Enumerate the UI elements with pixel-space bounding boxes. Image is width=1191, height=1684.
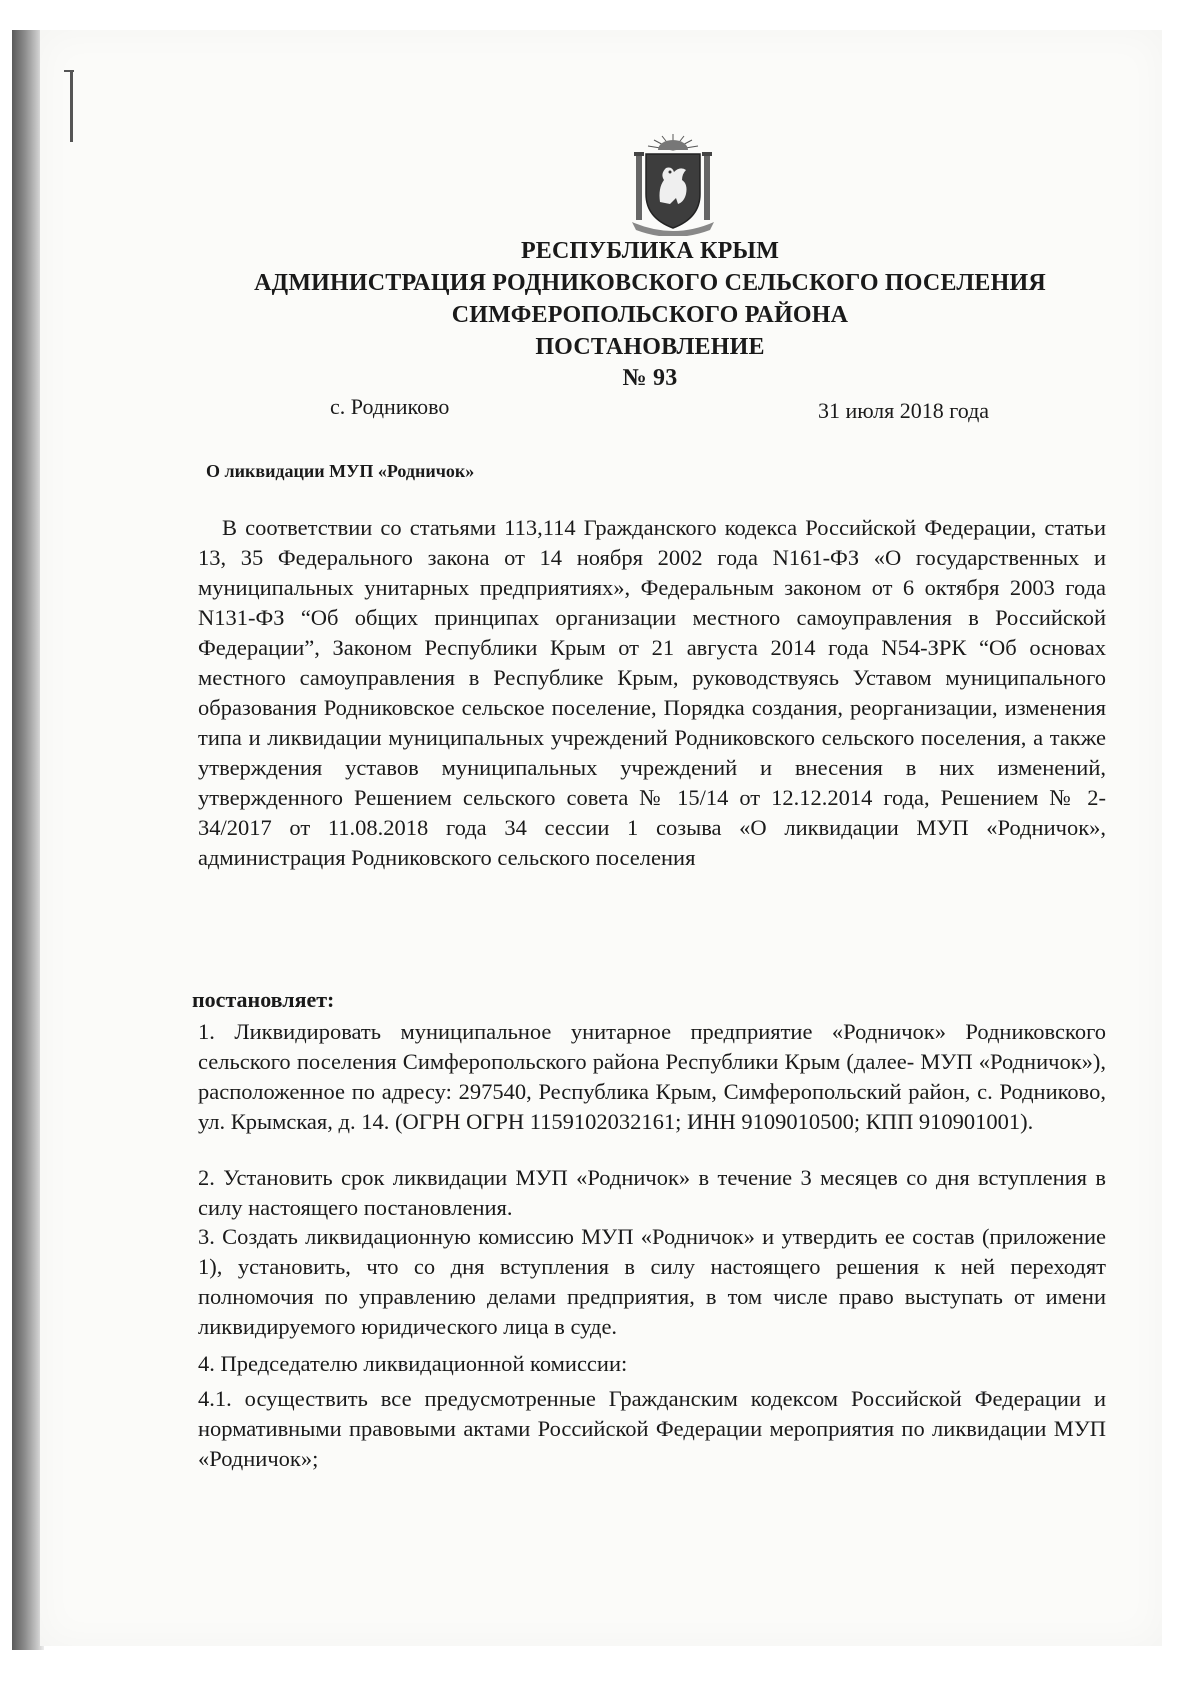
header-republic: РЕСПУБЛИКА КРЫМ: [520, 238, 780, 264]
item-1: 1. Ликвидировать муниципальное унитарное предприятие «Родничок» Родниковского сельского поселения Симферопольского района Республики Крым (далее- МУП «Родничок»), расположенное по адресу: 297540, Республика Крым, Симферопольский район, с. Родниково, ул. Крымская, д. 14. (ОГРН ОГРН 1159102032161; ИНН 9109010500; КПП 910901001).: [198, 1019, 1106, 1134]
item-4: 4. Председателю ликвидационной комиссии:: [198, 1351, 628, 1376]
header-doc-number: № 93: [622, 365, 678, 391]
place-of-issue: с. Родниково: [330, 394, 450, 419]
margin-mark: [70, 70, 73, 142]
preamble-paragraph: В соответствии со статьями 113,114 Гражданского кодекса Российской Федерации, статьи 13, 35 Федерального закона от 14 ноября 2002 года N161-ФЗ «О государственных и муниципальных унитарных предприятиях», Федеральным законом от 6 октября 2003 года N131-ФЗ “Об общих принципах организации местного самоуправления в Российской Федерации”, Законом Республики Крым от 21 августа 2014 года N54-ЗРК “Об основах местного самоуправления в Республике Крым, руководствуясь Уставом муниципального образования Родниковское сельское поселение, Порядка создания, реорганизации, изменения типа и ликвидации муниципальных учреждений Родниковского сельского поселения, а также утверждения уставов муниципальных учреждений и внесения в них изменений, утвержденного Решением сельского совета № 15/14 от 12.12.2014 года, Решением № 2-34/2017 от 11.08.2018 года 34 сессии 1 созыва «О ликвидации МУП «Родничок», администрация Родниковского сельского поселения: [198, 515, 1106, 870]
margin-mark-top: [64, 70, 74, 72]
crimea-coat-of-arms-icon: [630, 132, 716, 236]
header-administration: АДМИНИСТРАЦИЯ РОДНИКОВСКОГО СЕЛЬСКОГО ПОСЕЛЕНИЯ: [254, 270, 1046, 296]
item-3: 3. Создать ликвидационную комиссию МУП «Родничок» и утвердить ее состав (приложение 1), установить, что со дня вступления в силу настоящего решения к ней переходят полномочия по управлению делами предприятия, в том числе право выступать от имени ликвидируемого юридического лица в суде.: [198, 1224, 1106, 1339]
resolves-heading: постановляет:: [192, 987, 335, 1012]
header-district: СИМФЕРОПОЛЬСКОГО РАЙОНА: [451, 302, 849, 328]
header-doc-type: ПОСТАНОВЛЕНИЕ: [535, 334, 765, 360]
item-2: 2. Установить срок ликвидации МУП «Родничок» в течение 3 месяцев со дня вступления в силу настоящего постановления.: [198, 1165, 1106, 1220]
item-4-1: 4.1. осуществить все предусмотренные Гражданским кодексом Российской Федерации и нормативными правовыми актами Российской Федерации мероприятия по ликвидации МУП «Родничок»;: [198, 1386, 1106, 1471]
issue-date: 31 июля 2018 года: [818, 398, 990, 423]
document-subject: О ликвидации МУП «Родничок»: [206, 461, 475, 481]
